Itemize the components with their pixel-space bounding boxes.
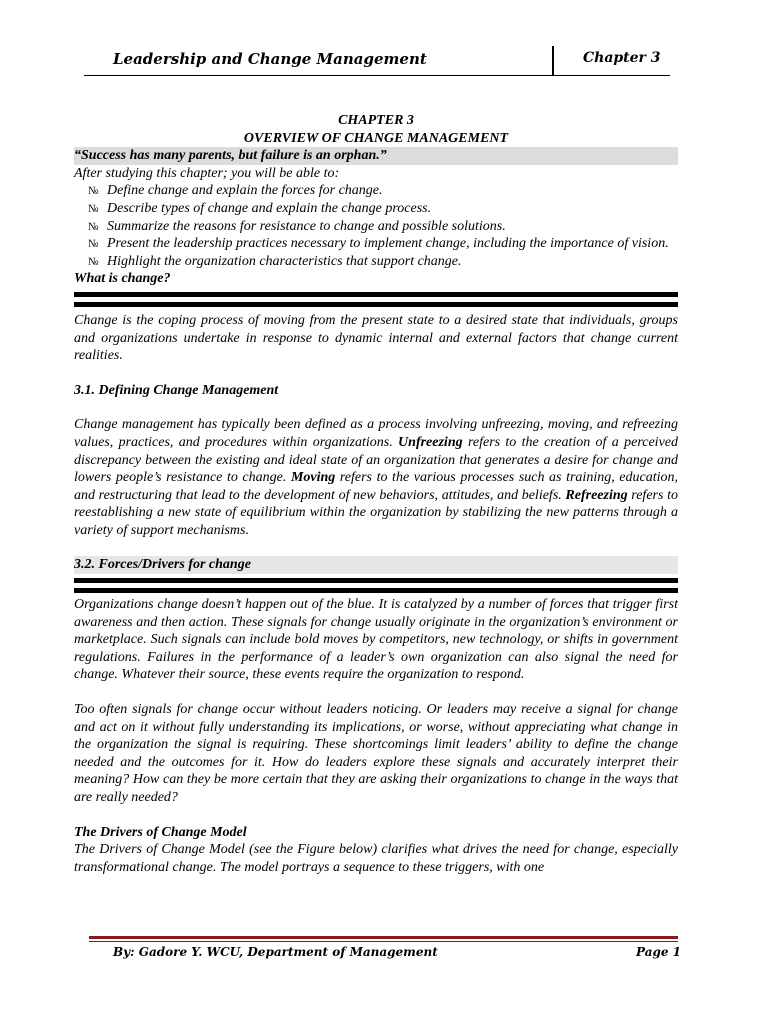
objectives-intro: After studying this chapter; you will be able to: xyxy=(74,165,340,181)
list-item: № Highlight the organization characteristics that support change. xyxy=(74,253,678,271)
header-title: Leadership and Change Management xyxy=(113,50,427,68)
header-chapter: Chapter 3 xyxy=(583,50,661,66)
list-item: № Summarize the reasons for resistance to change and possible solutions. xyxy=(74,218,678,236)
section-heading-drivers-model: The Drivers of Change Model xyxy=(74,824,247,840)
section-rule xyxy=(74,302,678,307)
paragraph-drivers-model: The Drivers of Change Model (see the Figure below) clarifies what drives the need for change, especially transformational change. The model portrays a sequence to these triggers, with one xyxy=(74,842,678,875)
bullet-icon: № xyxy=(88,238,99,251)
footer-rule-thick xyxy=(89,936,678,939)
section-rule xyxy=(74,588,678,593)
paragraph-forces-1: Organizations change doesn’t happen out of the blue. It is catalyzed by a number of forces that trigger first awareness and then action. These signals for change usually originate in the organization’s environment or marketplace. Such signals can include bold moves by competitors, new technology, or shifts in government regulations. Failures in the performance of a leader’s own organization can also signal the need for change. Whatever their source, these events require the organization to respond. xyxy=(74,597,678,683)
section-heading-3-1: 3.1. Defining Change Management xyxy=(74,382,279,398)
objectives-list xyxy=(74,182,678,270)
list-item: № Present the leadership practices necessary to implement change, including the importance of vision. xyxy=(74,235,678,253)
footer-page-number: Page 1 xyxy=(636,945,682,959)
bullet-icon: № xyxy=(88,220,99,233)
term-refreezing: Refreezing xyxy=(565,487,628,503)
paragraph-definition: Change is the coping process of moving from the present state to a desired state that individuals, groups and organizations undertake in response to dynamic internal and external factors that change current realities. xyxy=(74,312,678,364)
section-heading-what-is-change: What is change? xyxy=(74,271,171,287)
footer-rule-thin xyxy=(89,941,678,942)
footer-author: By: Gadore Y. WCU, Department of Management xyxy=(113,945,438,959)
header-rule xyxy=(84,75,670,76)
section-heading-3-2: 3.2. Forces/Drivers for change xyxy=(74,556,678,574)
list-item: № Define change and explain the forces for change. xyxy=(74,182,678,200)
chapter-heading: CHAPTER 3 xyxy=(338,113,414,128)
header-divider xyxy=(552,46,554,76)
chapter-title: OVERVIEW OF CHANGE MANAGEMENT xyxy=(243,130,509,146)
document-body xyxy=(74,112,678,876)
term-moving: Moving xyxy=(290,470,336,486)
paragraph-change-management: Change management has typically been defined as a process involving unfreezing, moving, and refreezing values, practices, and procedures within organizations. Unfreezing refers to the creation of a perceived discrepancy between the existing and ideal state of an organization that generates a desire for change and lowers people’s resistance to change. Moving refers to the various processes such as training, education, and restructuring that lead to the development of new behaviors, attitudes, and beliefs. Refreezing refers to reestablishing a new state of equilibrium within the organization by stabilizing the new patterns through a variety of support mechanisms. xyxy=(74,417,678,538)
term-unfreezing: Unfreezing xyxy=(398,434,463,450)
bullet-icon: № xyxy=(88,202,99,215)
paragraph-forces-2: Too often signals for change occur without leaders noticing. Or leaders may receive a signal for change and act on it without fully understanding its implications, or worse, without appreciating what change in the organization the signal is requiring. These shortcomings limit leaders’ ability to define the change needed and the outcomes for it. How do leaders explore these signals and accurately interpret their meaning? How can they be more certain that they are asking their organizations to change in the ways that are really needed? xyxy=(74,702,678,805)
bullet-icon: № xyxy=(88,255,99,268)
epigraph-quote: “Success has many parents, but failure is an orphan.” xyxy=(74,147,678,165)
bullet-icon: № xyxy=(88,185,99,198)
section-rule xyxy=(74,578,678,583)
section-rule xyxy=(74,292,678,297)
list-item: № Describe types of change and explain the change process. xyxy=(74,200,678,218)
